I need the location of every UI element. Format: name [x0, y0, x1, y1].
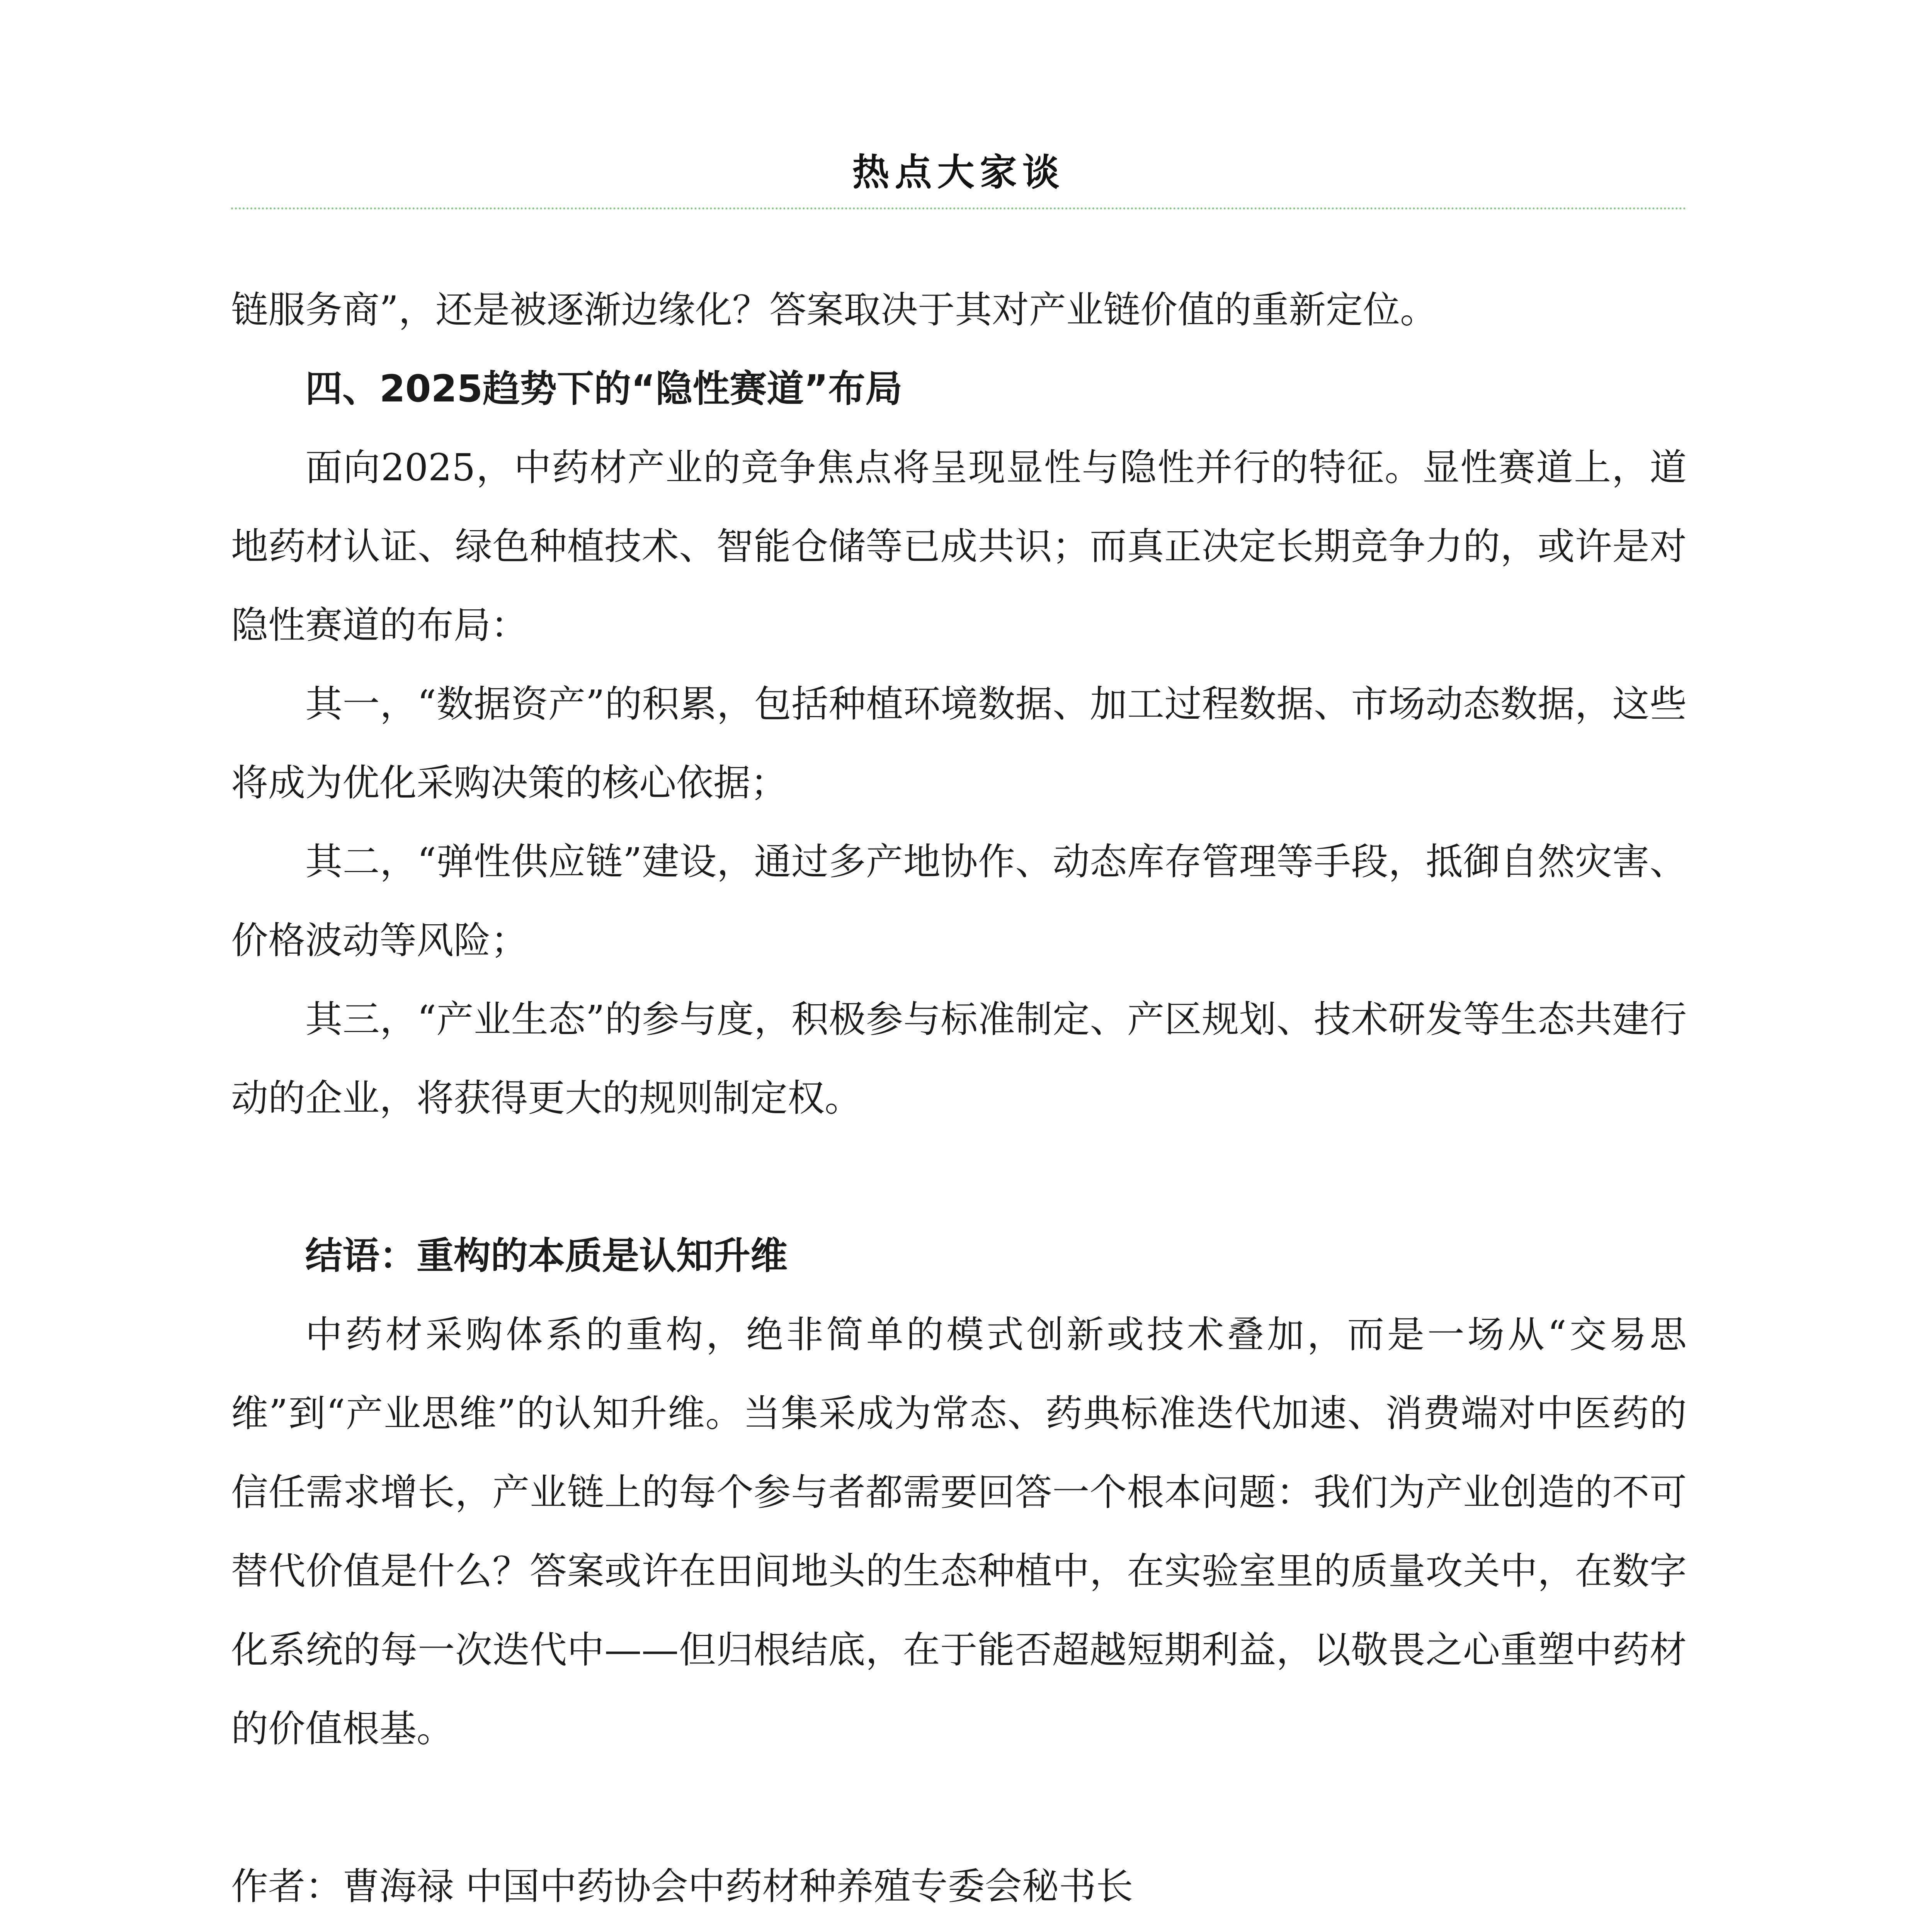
- author-line: 作者：曹海禄 中国中药协会中药材种养殖专委会秘书长: [231, 1865, 1133, 1908]
- page-header-title: 热点大家谈: [852, 151, 1065, 194]
- paragraph-industry-ecosystem: 其三，“产业生态”的参与度，积极参与标准制定、产区规划、技术研发等生态共建行动的企业，将获得更大的规则制定权。: [231, 998, 1687, 1120]
- section-heading-hidden-tracks: 四、2025趋势下的“隐性赛道”布局: [305, 367, 903, 410]
- paragraph-data-assets: 其一，“数据资产”的积累，包括种植环境数据、加工过程数据、市场动态数据，这些将成为优化采购决策的核心依据；: [231, 682, 1687, 804]
- paragraph-conclusion: 中药材采购体系的重构，绝非简单的模式创新或技术叠加，而是一场从“交易思维”到“产业思维”的认知升维。当集采成为常态、药典标准迭代加速、消费端对中医药的信任需求增长，产业链上的每个参与者都需要回答一个根本问题：我们为产业创造的不可替代价值是什么？答案或许在田间地头的生态种植中，在实验室里的质量攻关中，在数字化系统的每一次迭代中——但归根结底，在于能否超越短期利益，以敬畏之心重塑中药材的价值根基。: [231, 1313, 1687, 1750]
- paragraph-continued: 链服务商”，还是被逐渐边缘化？答案取决于其对产业链价值的重新定位。: [231, 288, 1437, 332]
- spacer: [231, 1768, 1687, 1847]
- spacer: [231, 1926, 1687, 1932]
- section-heading-conclusion: 结语：重构的本质是认知升维: [305, 1234, 788, 1277]
- header-divider: [231, 207, 1687, 209]
- spacer: [231, 1138, 1687, 1216]
- paragraph-2025-outlook: 面向2025，中药材产业的竞争焦点将呈现显性与隐性并行的特征。显性赛道上，道地药材认证、绿色种植技术、智能仓储等已成共识；而真正决定长期竞争力的，或许是对隐性赛道的布局：: [231, 446, 1687, 647]
- paragraph-elastic-supply-chain: 其二，“弹性供应链”建设，通过多产地协作、动态库存管理等手段，抵御自然灾害、价格波动等风险；: [231, 840, 1687, 962]
- article-body: [231, 270, 1687, 1932]
